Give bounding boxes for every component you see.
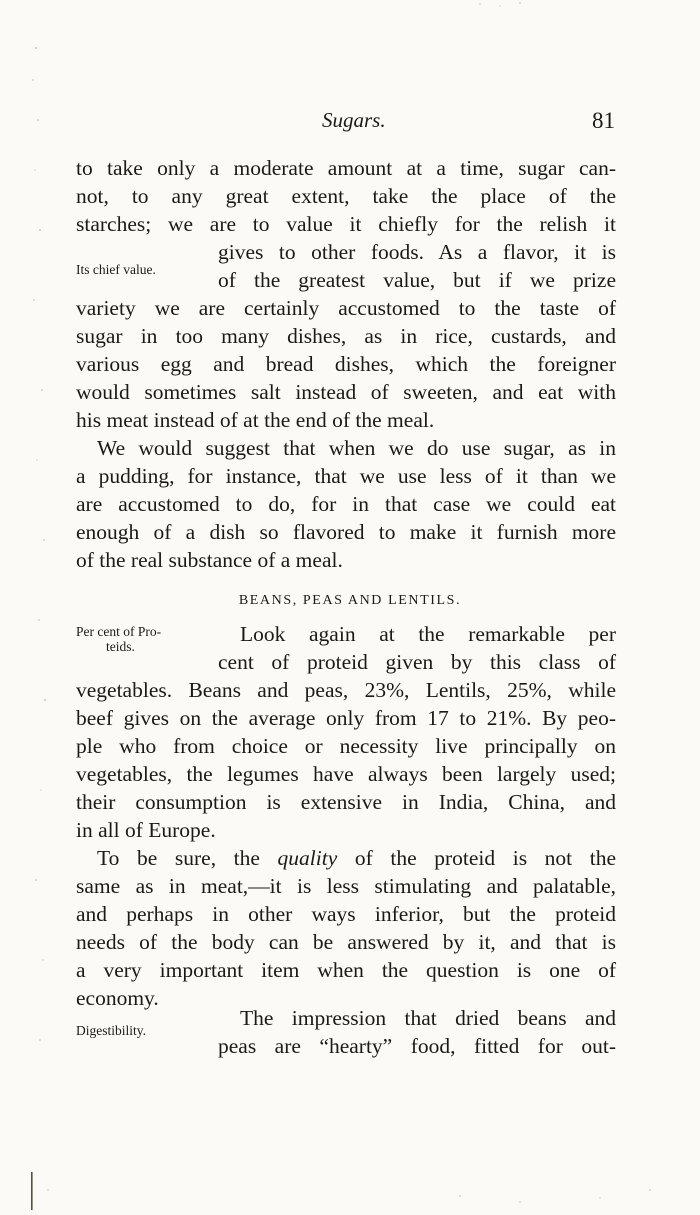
text-line: various egg and bread dishes, which the foreigner [76, 352, 616, 376]
text-line: his meat instead of at the end of the meal. [76, 408, 435, 432]
text-line: starches; we are to value it chiefly for the relish it [76, 212, 616, 236]
text-line: are accustomed to do, for in that case we could eat [76, 492, 616, 516]
page-number: 81 [592, 108, 615, 133]
text-line: needs of the body can be answered by it, and that is [76, 930, 616, 954]
text-line: enough of a dish so flavored to make it furnish more [76, 520, 616, 544]
text-line: and perhaps in other ways inferior, but the proteid [76, 902, 616, 926]
text-line: We would suggest that when we do use sugar, as in [97, 436, 616, 460]
text-line: would sometimes salt instead of sweeten, and eat with [76, 380, 616, 404]
text-line: vegetables, the legumes have always been largely used; [76, 762, 616, 786]
side-note-chief-value: Its chief value. [76, 262, 156, 277]
text-line: of the greatest value, but if we prize [218, 268, 616, 292]
text-line: same as in meat,—it is less stimulating and palatable, [76, 874, 616, 898]
text-line: a very important item when the question is one of [76, 958, 616, 982]
text-line: of the real substance of a meal. [76, 548, 343, 572]
text-line: not, to any great extent, take the place of the [76, 184, 616, 208]
text-line: a pudding, for instance, that we use less of it than we [76, 464, 616, 488]
text-line: variety we are certainly accustomed to the taste of [76, 296, 616, 320]
text-line: Look again at the remarkable per [240, 622, 616, 646]
text-line: economy. [76, 986, 159, 1010]
text-line [97, 844, 616, 872]
text-line: peas are “hearty” food, fitted for out- [218, 1034, 616, 1058]
side-note-proteids-cont: teids. [106, 639, 135, 654]
text-line: vegetables. Beans and peas, 23%, Lentils, 25%, while [76, 678, 616, 702]
text-line: gives to other foods. As a flavor, it is [218, 240, 616, 264]
running-title: Sugars. [322, 108, 386, 132]
side-note-proteids: Per cent of Pro- [76, 624, 162, 639]
text-span: To be sure, the [97, 846, 278, 870]
text-line: to take only a moderate amount at a time, sugar can- [76, 156, 616, 180]
section-heading: BEANS, PEAS AND LENTILS. [238, 593, 462, 608]
text-span: of the proteid is not the [337, 846, 616, 870]
side-note-digestibility: Digestibility. [76, 1023, 146, 1038]
text-line: their consumption is extensive in India, China, and [76, 790, 616, 814]
text-line: in all of Europe. [76, 818, 216, 842]
text-line: ple who from choice or necessity live principally on [76, 734, 616, 758]
text-line: cent of proteid given by this class of [218, 650, 616, 674]
text-line: The impression that dried beans and [240, 1006, 616, 1030]
text-line: sugar in too many dishes, as in rice, custards, and [76, 324, 616, 348]
emphasis-quality: quality [277, 846, 338, 870]
text-line: beef gives on the average only from 17 to 21%. By peo- [76, 706, 616, 730]
